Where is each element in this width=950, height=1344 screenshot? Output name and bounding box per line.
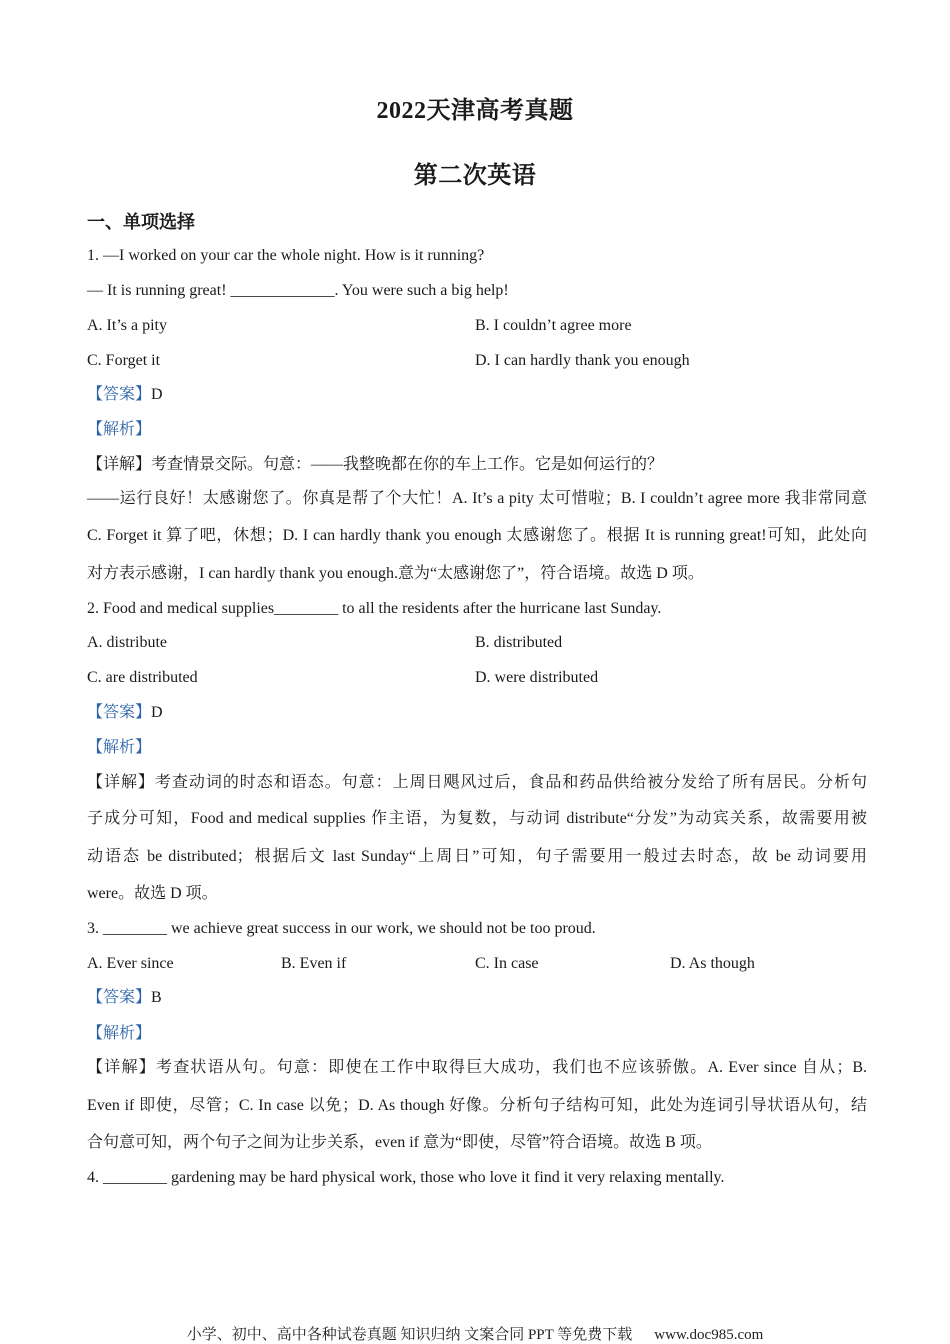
- question-4-stem: 4. ________ gardening may be hard physical work, those who love it find it very relaxing mentally.: [87, 1169, 725, 1186]
- question-3-stem: 3. ________ we achieve great success in our work, we should not be too proud.: [87, 920, 596, 937]
- footer-text: 小学、初中、高中各种试卷真题 知识归纳 文案合同 PPT 等免费下载: [186, 1327, 633, 1343]
- q1-option-c: C. Forget it: [87, 352, 161, 369]
- question-1-stem: 1. —I worked on your car the whole night. How is it running?: [87, 247, 485, 264]
- document-title: 2022天津高考真题: [376, 98, 574, 124]
- q1-option-b: B. I couldn’t agree more: [475, 317, 632, 334]
- q3-option-a: A. Ever since: [87, 955, 174, 972]
- q2-detail-line-3: 动语态 be distributed；根据后文 last Sunday“上周日”可知，句子需要用一般过去时态，故 be 动词要用: [87, 848, 867, 865]
- q3-analysis-tag: [87, 1024, 867, 1044]
- q1-answer: [87, 385, 867, 405]
- detail-tag: 【详解】: [87, 774, 155, 791]
- q1-analysis-tag: [87, 420, 867, 440]
- q2-detail-line-1: [87, 773, 867, 793]
- q1-detail-line-1: [87, 455, 867, 475]
- q2-detail-line-4: were。故选 D 项。: [87, 885, 218, 902]
- q3-answer: [87, 988, 867, 1008]
- answer-value: D: [151, 704, 163, 721]
- q3-detail-line-3: 合句意可知，两个句子之间为让步关系，even if 意为“即使，尽管”符合语境。故选 B 项。: [87, 1134, 712, 1151]
- section-heading: 一、单项选择: [87, 212, 195, 232]
- q2-answer: [87, 703, 867, 723]
- q3-option-c: C. In case: [475, 955, 539, 972]
- page-footer: [0, 1323, 950, 1344]
- q3-detail-line-1: [87, 1058, 867, 1078]
- q2-option-c: C. are distributed: [87, 669, 198, 686]
- q2-option-a: A. distribute: [87, 634, 167, 651]
- answer-value: B: [151, 989, 162, 1006]
- detail-text: 考查情景交际。句意：——我整晚都在你的车上工作。它是如何运行的？: [151, 456, 664, 473]
- detail-text: 考查动词的时态和语态。句意：上周日飓风过后，食品和药品供给被分发给了所有居民。分析句: [154, 774, 867, 791]
- q1-detail-line-4: 对方表示感谢，I can hardly thank you enough.意为“太感谢您了”，符合语境。故选 D 项。: [87, 565, 704, 582]
- q1-option-a: A. It’s a pity: [87, 317, 167, 334]
- q3-detail-line-2: Even if 即使，尽管；C. In case 以免；D. As though 好像。分析句子结构可知，此处为连词引导状语从句，结: [87, 1097, 867, 1114]
- q1-detail-line-3: C. Forget it 算了吧，休想；D. I can hardly thank you enough 太感谢您了。根据 It is running great!可知，此处向: [87, 527, 867, 544]
- q1-detail-line-2: ——运行良好！太感谢您了。你真是帮了个大忙！A. It’s a pity 太可惜啦；B. I couldn’t agree more 我非常同意: [87, 490, 867, 507]
- analysis-tag: 【解析】: [87, 421, 152, 438]
- q2-detail-line-2: 子成分可知，Food and medical supplies 作主语，为复数，与动词 distribute“分发”为动宾关系，故需要用被: [87, 810, 867, 827]
- q1-option-d: D. I can hardly thank you enough: [475, 352, 690, 369]
- answer-tag: 【答案】: [87, 989, 152, 1006]
- q2-option-d: D. were distributed: [475, 669, 599, 686]
- footer-url[interactable]: www.doc985.com: [654, 1327, 764, 1343]
- analysis-tag: 【解析】: [87, 739, 152, 756]
- q3-option-d: D. As though: [670, 955, 755, 972]
- detail-tag: 【详解】: [87, 456, 152, 473]
- detail-text: 考查状语从句。句意：即使在工作中取得巨大成功，我们也不应该骄傲。A. Ever since 自从；B.: [155, 1059, 867, 1076]
- q2-analysis-tag: [87, 738, 867, 758]
- document-subtitle: 第二次英语: [413, 163, 537, 189]
- detail-tag: 【详解】: [87, 1059, 156, 1076]
- q3-option-b: B. Even if: [281, 955, 347, 972]
- answer-tag: 【答案】: [87, 386, 152, 403]
- answer-tag: 【答案】: [87, 704, 152, 721]
- answer-value: D: [151, 386, 163, 403]
- question-2-stem: 2. Food and medical supplies________ to all the residents after the hurricane last Sunday.: [87, 600, 662, 617]
- question-1-reply: — It is running great! _____________. You were such a big help!: [87, 282, 509, 299]
- analysis-tag: 【解析】: [87, 1025, 152, 1042]
- q2-option-b: B. distributed: [475, 634, 563, 651]
